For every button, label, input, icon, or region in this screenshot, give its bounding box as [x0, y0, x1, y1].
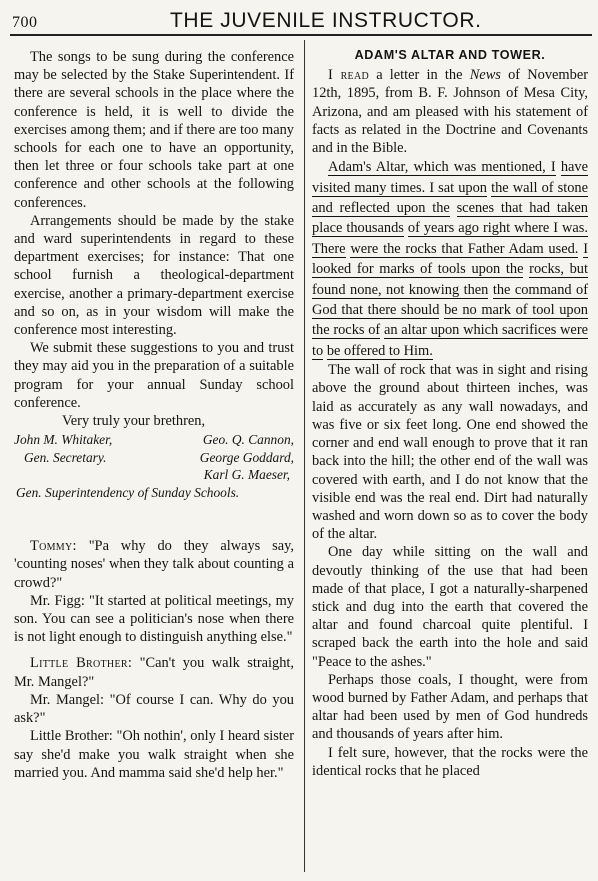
- speaker-label: Mr. Mangel:: [30, 691, 104, 708]
- underlined-line: be offered to Him.: [326, 342, 433, 359]
- paragraph-intro: [312, 66, 588, 157]
- joke-text: "Of course I can. Why do you ask?": [14, 691, 294, 727]
- signature-whitaker: John M. Whitaker,: [14, 432, 113, 448]
- joke-text: "Pa why do they always say, 'counting noses' when they talk about counting a crowd?": [14, 538, 294, 591]
- underlined-line: have visited many times. I sat upon: [312, 159, 588, 196]
- joke-text: "Oh nothin', only I heard sister say she'd make you walk straight when she married you. And mamma said she'd help her.": [14, 728, 294, 781]
- underlined-quote: [312, 157, 588, 361]
- intro-text: of November 12th, 1895, from B. F. Johnson of Mesa City, Arizona, and am pleased with his statement of facts as related in the Doctrine and Covenants and in the Bible.: [312, 67, 588, 157]
- underlined-line: I looked for marks of tools upon the: [312, 240, 588, 278]
- joke-figg: [14, 592, 294, 647]
- signature-row: [14, 431, 294, 449]
- underlined-line: of years ago right where I was. There: [312, 220, 588, 257]
- underlined-line: were the rocks that Father Adam used.: [350, 240, 579, 257]
- speaker-label: Tommy:: [30, 538, 77, 555]
- paragraph-coals: Perhaps those coals, I thought, were from wood burned by Father Adam, and perhaps that altar had been used by men of God hundreds and thousands of years after him.: [312, 671, 588, 743]
- speaker-label: Little Brother:: [30, 728, 113, 745]
- signature-goddard: George Goddard,: [199, 449, 294, 465]
- underlined-line: rocks, but found none, not knowing then: [312, 261, 588, 298]
- signature-title-secretary: Gen. Secretary.: [24, 449, 107, 465]
- lead-in: I read: [328, 67, 370, 84]
- joke-mangel: [14, 691, 294, 727]
- journal-title: THE JUVENILE INSTRUCTOR.: [170, 9, 482, 32]
- paragraph-songs: The songs to be sung during the conference may be selected by the Stake Superintendent. If there are several schools in the place where the conference is held, it is well to divide the exercises among them; and if there are too many schools for each one to have an opportunity, then let three or four schools take part at one conference and other schools at the following conferences.: [14, 49, 294, 211]
- underlined-line: the wall of stone and reflected upon the: [312, 179, 589, 217]
- signature-cannon: Geo. Q. Cannon,: [202, 432, 294, 448]
- paragraph-arrangements: Arrangements should be made by the stake and ward superintendents in regard to these department exercises; for instance: That one school furnish a theological-department exercise, another a primary-department exercise and so on, as in your wisdom will make the conference most interesting.: [14, 212, 294, 339]
- paragraph-wall: The wall of rock that was in sight and rising above the ground about thirteen inches, was laid as accurately as any wall nowadays, and was five or six feet long. One end showed the corner and end wall enough to prove that it ran back into the hill; the other end of the wall was covered with earth, and I do not know that the visible end was the real end. Dirt had naturally washed and worn down so as to cover the body of the altar.: [312, 362, 588, 543]
- underlined-line: Adam's Altar, which was mentioned, I: [328, 159, 556, 176]
- joke-little-brother-1: [14, 654, 294, 690]
- speaker-label: Mr. Figg:: [30, 592, 85, 609]
- underlined-line: scenes that had taken place thousands: [312, 200, 588, 237]
- joke-little-brother-2: [14, 727, 294, 782]
- joke-tommy: [14, 537, 294, 592]
- underlined-line: an altar upon which sacrifices were to: [312, 322, 589, 359]
- quote-paragraph: [312, 157, 588, 361]
- joke-text: "Can't you walk straight, Mr. Mangel?": [14, 655, 294, 690]
- intro-text: a letter in the: [369, 67, 470, 84]
- paragraph-felt-sure: I felt sure, however, that the rocks were the identical rocks that he placed: [312, 744, 588, 779]
- signature-title-superintendency: Gen. Superintendency of Sunday Schools.: [16, 484, 240, 500]
- page-header: [0, 0, 598, 36]
- speaker-label: Little Brother:: [30, 655, 133, 672]
- signature-row: [14, 449, 294, 467]
- column-divider: [304, 40, 305, 872]
- signature-row: [14, 466, 294, 484]
- paragraph-submit: We submit these suggestions to you and trust they may aid you in the preparation of a suitable program for your annual Sunday school conference.: [14, 340, 294, 411]
- underlined-line: the command of God that there should: [312, 281, 588, 319]
- signature-maeser: Karl G. Maeser,: [203, 467, 290, 483]
- right-column: [312, 46, 588, 780]
- left-column: [14, 48, 294, 782]
- page-number: 700: [12, 14, 38, 31]
- newspaper-name: News: [469, 67, 501, 84]
- closing-line: Very truly your brethren,: [62, 413, 206, 430]
- header-rule: [10, 34, 592, 36]
- article-title: ADAM'S ALTAR AND TOWER.: [354, 48, 546, 62]
- joke-text: "It started at political meetings, my son. You can see a politician's nose when there is not light enough to distinguish anything else.": [14, 592, 294, 646]
- underlined-line: be no mark of tool upon the rocks of: [312, 302, 589, 339]
- paragraph-one-day: One day while sitting on the wall and devoutly thinking of the use that had been made of that place, I got a naturally-sharpened stick and dug into the earth that covered the altar and found charcoal quite plentiful. I scraped back the earth into the hole and said "Peace to the ashes.": [312, 544, 588, 670]
- signature-block: [14, 431, 294, 501]
